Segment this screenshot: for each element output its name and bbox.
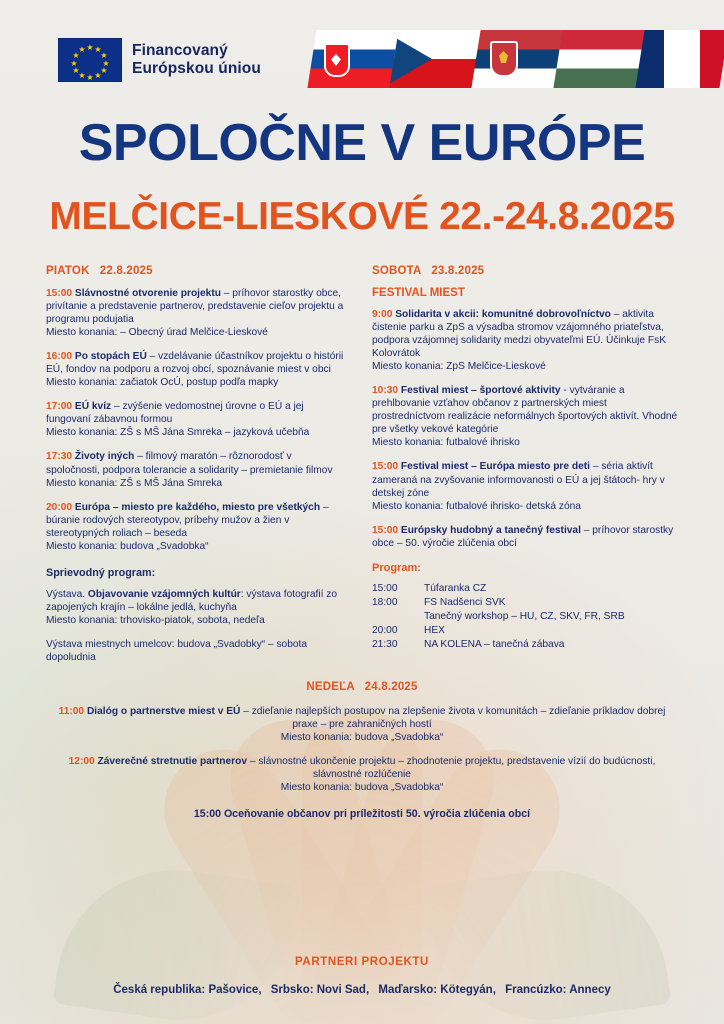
entry-time: 15:00 [46,288,73,299]
entry-lead: Objavovanie vzájomných kultúr [87,588,241,600]
friday-column [46,265,362,675]
partners-section [0,956,724,996]
program-text: HEX [424,624,445,636]
serbia-flag-icon [471,30,564,88]
entry-text: – príhovor starostky obce, privítanie a predstavenie partnerov, predstavenie cieľov projektu a programu podujatia [46,288,344,326]
entry-text: - vytváranie a prehlbovanie vzťahov občanov z partnerských miest prostredníctvom realizácie neformálnych športových aktivít. Vhodné pre všetky vekové kategórie [372,385,678,436]
program-row [372,582,678,596]
entry-place: Miesto konania: budova „Svadobka“ [46,540,209,552]
sunday-entry-1 [46,705,678,744]
friday-day-label: PIATOK [46,265,90,277]
entry-place: Miesto konania: ZŠ s MŠ Jána Smreka [46,477,223,489]
friday-date: 22.8.2025 [99,265,153,277]
saturday-entry-3 [372,460,678,512]
partner-country-flags [314,30,724,88]
partner-item: Maďarsko: Kötegyán, [378,984,496,996]
eu-funding-line-2: Európskou úniou [132,60,261,77]
entry-time: 9:00 [372,309,393,320]
entry-place: Miesto konania: – Obecný úrad Melčice-Lieskové [46,327,268,339]
partners-title: PARTNERI PROJEKTU [295,956,429,968]
friday-entry-2 [46,350,346,389]
saturday-date: 23.8.2025 [431,265,485,277]
saturday-entry-1 [372,308,678,373]
header-strip [0,0,724,105]
side-program-item-1 [46,588,346,627]
czechia-flag-icon [389,30,482,88]
entry-time: 17:30 [46,451,73,463]
entry-lead: Po stopách EÚ [74,351,147,363]
program-row [372,596,678,610]
entry-time: 10:30 [372,385,399,397]
saturday-day-heading [372,265,678,277]
friday-entry-5 [46,501,346,553]
european-union-flag-icon: ★ ★ ★ ★ ★ ★ ★ ★ ★ ★ ★ ★ [58,38,122,82]
program-text: FS Nadšenci SVK [424,596,506,608]
side-program-title: Sprievodný program: [46,566,156,579]
entry-lead: Dialóg o partnerstve miest v EÚ [86,706,241,718]
entry-text: – búranie rodových stereotypov, príbehy mužov a žien v stereotypných roliach – beseda [46,501,329,539]
slovakia-flag-icon [307,30,400,88]
sunday-date: 24.8.2025 [364,681,418,694]
friday-entry-3 [46,400,346,439]
entry-place: Miesto konania: futbalové ihrisko- detská zóna [372,500,581,512]
side-program-item-2 [46,638,346,664]
entry-place: Miesto konania: trhovisko-piatok, sobota, nedeľa [46,614,265,626]
program-time: 18:00 [372,596,398,608]
program-text: Tanečný workshop – HU, CZ, SKV, FR, SRB [424,610,625,622]
sunday-closing-note: 15:00 Oceňovanie občanov pri príležitosti 50. výročia zlúčenia obcí [193,808,531,821]
saturday-program-title: Program: [372,561,421,574]
entry-place: Miesto konania: budova „Svadobka“ [280,782,444,794]
poster-title: SPOLOČNE V EURÓPE [78,114,646,172]
entry-place: Miesto konania: ZŠ s MŠ Jána Smreka – jazyková učebňa [46,427,310,439]
entry-text: – aktivita čistenie parku a ZpS a výsadba stromov vzájomného priateľstva, podpora vzájomnej solidarity medzi obyvateľmi EÚ. Účinkuje FsK Kolovrátok [372,309,666,360]
eu-funding-badge [58,38,261,82]
partner-item: Česká republika: Pašovice, [113,984,262,996]
entry-text: – filmový maratón – rôznorodosť v spoločnosti, podpora tolerancie a solidarity – premietanie filmov [46,451,333,476]
entry-time: 16:00 [46,351,73,363]
saturday-entry-2 [372,384,678,449]
entry-time: 15:00 [372,524,399,536]
entry-text: Výstava miestnych umelcov: budova „Svadobky“ – sobota dopoludnia [46,638,308,663]
sunday-day-heading [46,681,678,693]
partner-item: Francúzko: Annecy [505,984,611,996]
friday-entry-1 [46,287,346,339]
program-row [372,610,678,624]
entry-lead: Záverečné stretnutie partnerov [97,756,248,768]
entry-lead: Životy iných [74,451,135,463]
hungary-flag-icon [553,30,646,88]
entry-lead: Európsky hudobný a tanečný festival [400,524,581,536]
eu-funding-line-1: Financovaný [132,42,228,60]
entry-lead: EÚ kvíz [74,401,112,413]
entry-text: – slávnostné ukončenie projektu – zhodnotenie projektu, predstavenie vízií do budúcnosti, slávnostné rozlúčenie [247,756,656,781]
entry-lead: Festival miest – športové aktivity [400,385,561,397]
saturday-column [362,265,678,675]
program-time: 21:30 [372,639,398,651]
entry-lead-pre: Výstava. [46,588,88,600]
saturday-section-heading: FESTIVAL MIEST [372,287,465,299]
entry-text: – zvýšenie vedomostnej úrovne o EÚ a jej fungovaní zábavnou formou [46,401,304,426]
program-time [372,610,424,624]
entry-time: 15:00 [372,461,399,473]
program-text: NA KOLENA – tanečná zábava [424,639,565,651]
friday-day-heading [46,265,346,277]
entry-text: – séria aktivít zameraná na zvyšovanie informovanosti o EÚ a jej štátoch- hry v detskej zóne [372,461,665,499]
entry-time: 17:00 [46,401,73,413]
sunday-day-label: NEDEĽA [306,681,355,694]
entry-lead: Slávnostné otvorenie projektu [74,288,221,299]
entry-text: – vzdelávanie účastníkov projektu o histórii EÚ, fondov na podporu a rozvoj obcí, spoznávanie miest v obci [46,351,344,376]
entry-lead: Európa – miesto pre každého, miesto pre všetkých [74,501,321,513]
program-time: 15:00 [372,582,398,594]
entry-place: Miesto konania: futbalové ihrisko [372,437,520,449]
entry-text: – zdieľanie najlepších postupov na zlepšenie života v komunitách – zdieľanie príkladov dobrej praxe – pre zahraničných hostí [240,706,666,731]
entry-place: Miesto konania: ZpS Melčice-Lieskové [372,361,546,373]
sunday-entry-2 [46,755,678,794]
saturday-day-label: SOBOTA [372,265,422,277]
entry-time: 11:00 [58,706,85,718]
entry-time: 20:00 [46,501,73,513]
eu-funding-text [132,42,261,78]
program-columns [0,265,724,675]
program-row [372,638,678,652]
program-row [372,624,678,638]
entry-lead: Festival miest – Európa miesto pre deti [400,461,591,473]
program-time: 20:00 [372,624,398,636]
entry-text: : výstava fotografií zo zapojených krajín – lokálne jedlá, kuchyňa [46,588,338,613]
entry-lead: Solidarita v akcii: komunitné dobrovoľníctvo [395,309,611,320]
entry-time: 12:00 [68,756,95,768]
entry-place: Miesto konania: budova „Svadobka“ [280,732,444,744]
friday-entry-4 [46,450,346,489]
poster-subtitle: MELČICE-LIESKOVÉ 22.-24.8.2025 [49,195,675,238]
partners-list [0,984,724,996]
sunday-section [0,681,724,820]
france-flag-icon [635,30,724,88]
program-text: Túfaranka CZ [424,582,487,594]
entry-text: – príhovor starostky obce – 50. výročie zlúčenia obcí [372,524,674,549]
saturday-entry-4 [372,524,678,550]
partner-item: Srbsko: Novi Sad, [270,984,370,996]
entry-place: Miesto konania: začiatok OcÚ, postup podľa mapky [46,377,279,389]
